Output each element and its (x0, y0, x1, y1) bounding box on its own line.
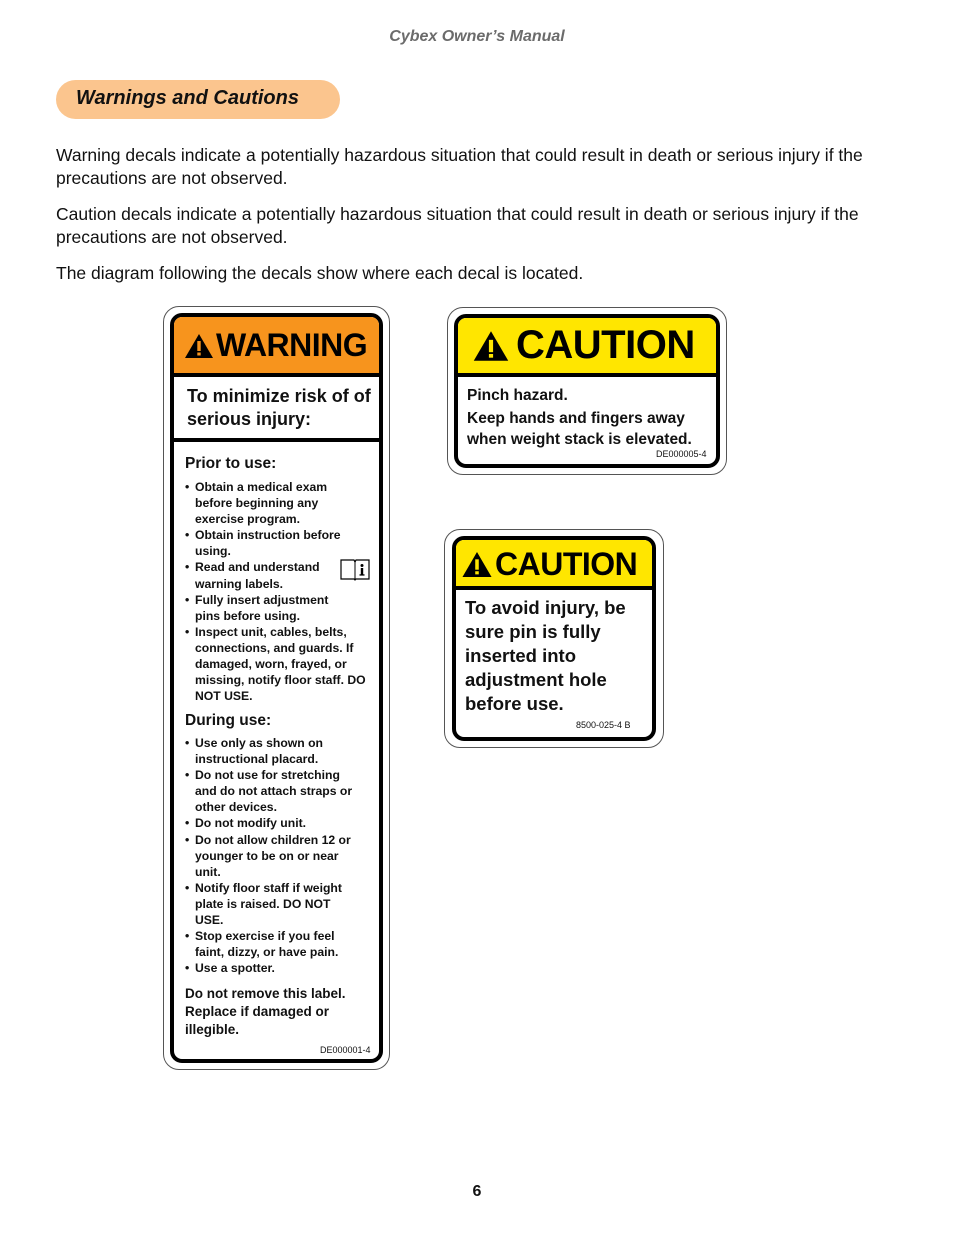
warning-heading: WARNING (216, 327, 368, 363)
caution-pin-text: To avoid injury, be sure pin is fully inserted into adjustment hole before use. (465, 597, 626, 714)
list-item: • Do not modify unit. (185, 815, 360, 831)
during-use-list (185, 735, 375, 976)
caution-pin-code: 8500-025-4 B (576, 720, 631, 730)
paragraph-caution-info: Caution decals indicate a potentially hazardous situation that could result in death or serious injury if the precautions are not observed. (56, 204, 859, 247)
list-item: • Notify floor staff if weight plate is raised. DO NOT USE. (185, 880, 360, 928)
list-item: • Fully insert adjustment pins before using. (185, 592, 350, 624)
list-item: • Obtain a medical exam before beginning any exercise program. (185, 479, 345, 527)
caution-pinch-line1: Pinch hazard. (467, 387, 568, 404)
warning-subheading: To minimize risk of of serious injury: (187, 386, 371, 429)
caution-pinch-code: DE000005-4 (656, 449, 707, 459)
warning-subheading-box (174, 377, 379, 442)
list-item: • Inspect unit, cables, belts, connections, and guards. If damaged, worn, frayed, or missing, notify floor staff. DO NOT USE. (185, 624, 370, 704)
warning-decal-code: DE000001-4 (320, 1045, 371, 1055)
list-item: • Use a spotter. (185, 960, 360, 976)
caution-decal-pin-header (456, 540, 652, 590)
caution-decal-pinch (447, 307, 727, 475)
caution-decal-pin (444, 529, 664, 748)
warning-triangle-icon (184, 333, 214, 359)
page-header: Cybex Owner’s Manual (389, 28, 565, 45)
prior-to-use-list (185, 479, 375, 704)
prior-to-use-title: Prior to use: (185, 455, 277, 472)
caution-heading: CAUTION (516, 323, 695, 367)
list-item: • Use only as shown on instructional placard. (185, 735, 345, 767)
page-number: 6 (472, 1183, 482, 1200)
paragraph-warning-info: Warning decals indicate a potentially hazardous situation that could result in death or serious injury if the precautions are not observed. (56, 145, 863, 188)
section-title: Warnings and Cautions (76, 87, 299, 109)
list-item: • Read and understand warning labels. (185, 559, 335, 591)
caution-decal-pin-panel (452, 536, 656, 741)
manual-book-icon (340, 557, 370, 581)
caution-decal-pinch-header (458, 318, 716, 377)
warning-decal-panel (170, 313, 383, 1063)
caution-pinch-text (467, 385, 712, 450)
during-use-title: During use: (185, 712, 272, 729)
warning-triangle-icon (472, 330, 510, 362)
warning-triangle-icon (461, 551, 493, 578)
section-heading (56, 80, 340, 119)
warning-closing-note: Do not remove this label. Replace if damaged or illegible. (185, 986, 346, 1037)
list-item: • Do not use for stretching and do not attach straps or other devices. (185, 767, 360, 815)
paragraph-diagram-info: The diagram following the decals show where each decal is located. (56, 263, 584, 283)
warning-decal-header (174, 317, 379, 377)
caution-pinch-line2: Keep hands and fingers away when weight stack is elevated. (467, 410, 692, 448)
list-item: • Obtain instruction before using. (185, 527, 360, 559)
warning-decal (163, 306, 390, 1070)
list-item: • Do not allow children 12 or younger to be on or near unit. (185, 832, 355, 880)
caution-decal-pinch-panel (454, 314, 720, 468)
caution-heading: CAUTION (495, 546, 638, 582)
list-item: • Stop exercise if you feel faint, dizzy, or have pain. (185, 928, 360, 960)
